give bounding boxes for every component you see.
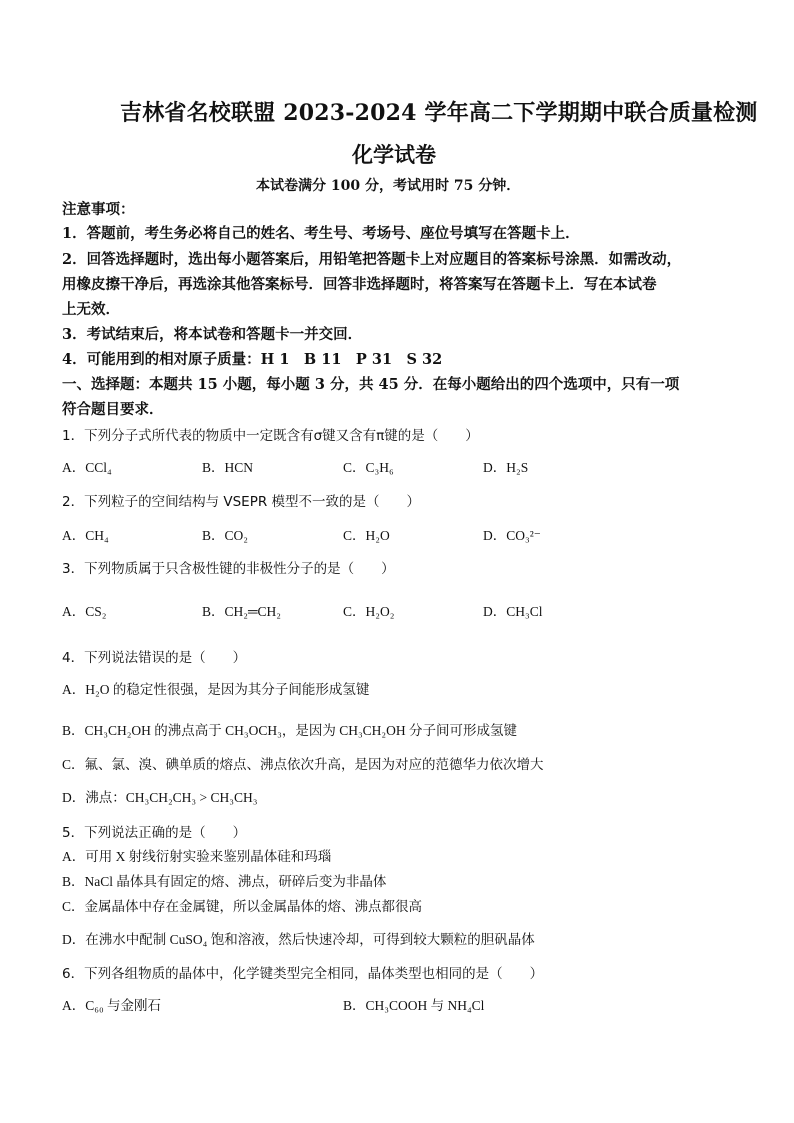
- q2-stem: 2．下列粒子的空间结构与 VSEPR 模型不一致的是（ ）: [62, 494, 421, 510]
- q1-stem: 1．下列分子式所代表的物质中一定既含有σ键又含有π键的是（ ）: [62, 428, 479, 444]
- q1-option-b: B．HCN: [202, 460, 254, 475]
- note-2-line2: 用橡皮擦干净后，再选涂其他答案标号．回答非选择题时，将答案写在答题卡上．写在本试卷: [62, 276, 657, 293]
- q3-option-d: D．CH₃Cl: [483, 604, 543, 619]
- q1-option-a: A．CCl₄: [62, 460, 112, 475]
- note-2-line3: 上无效．: [62, 301, 120, 318]
- q5-option-a: A．可用 X 射线衍射实验来鉴别晶体硅和玛瑙: [62, 849, 332, 864]
- q1-option-d: D．H₂S: [483, 460, 529, 475]
- q5-option-c: C．金属晶体中存在金属键，所以金属晶体的熔、沸点都很高: [62, 899, 423, 914]
- exam-info: 本试卷满分 100 分，考试用时 75 分钟．: [256, 178, 521, 194]
- section-heading-line2: 符合题目要求．: [62, 401, 164, 418]
- q6-option-b: B．CH₃COOH 与 NH₄Cl: [343, 998, 485, 1013]
- q5-option-b: B．NaCl 晶体具有固定的熔、沸点，研碎后变为非晶体: [62, 874, 387, 889]
- exam-title: 吉林省名校联盟 2023-2024 学年高二下学期期中联合质量检测: [120, 100, 758, 126]
- q4-stem: 4．下列说法错误的是（ ）: [62, 650, 247, 666]
- q3-option-b: B．CH₂═CH₂: [202, 604, 281, 619]
- q4-option-a: A．H₂O 的稳定性很强，是因为其分子间能形成氢键: [62, 682, 370, 697]
- q1-option-c: C．C₃H₆: [343, 460, 394, 475]
- section-heading-line1: 一、选择题：本题共 15 小题，每小题 3 分，共 45 分．在每小题给出的四个选项中，只有一项: [62, 376, 680, 393]
- note-2-line1: 2．回答选择题时，选出每小题答案后，用铅笔把答题卡上对应题目的答案标号涂黑．如需改动，: [62, 251, 682, 268]
- q4-option-b: B．CH₃CH₂OH 的沸点高于 CH₃OCH₃，是因为 CH₃CH₂OH 分子间可形成氢键: [62, 723, 518, 738]
- notes-heading: 注意事项：: [62, 201, 135, 218]
- q6-stem: 6．下列各组物质的晶体中，化学键类型完全相同，晶体类型也相同的是（ ）: [62, 966, 544, 982]
- subject-title: 化学试卷: [352, 142, 436, 167]
- q4-option-c: C．氟、氯、溴、碘单质的熔点、沸点依次升高，是因为对应的范德华力依次增大: [62, 757, 544, 772]
- note-3: 3．考试结束后，将本试卷和答题卡一并交回．: [62, 326, 363, 343]
- q2-option-c: C．H₂O: [343, 528, 390, 543]
- q3-option-c: C．H₂O₂: [343, 604, 395, 619]
- q2-option-a: A．CH₄: [62, 528, 109, 543]
- q2-option-b: B．CO₂: [202, 528, 248, 543]
- q2-option-d: D．CO₃²⁻: [483, 528, 541, 543]
- note-1: 1．答题前，考生务必将自己的姓名、考生号、考场号、座位号填写在答题卡上．: [62, 225, 580, 242]
- q3-stem: 3．下列物质属于只含极性键的非极性分子的是（ ）: [62, 561, 395, 577]
- q3-option-a: A．CS₂: [62, 604, 107, 619]
- q5-option-d: D．在沸水中配制 CuSO₄ 饱和溶液，然后快速冷却，可得到较大颗粒的胆矾晶体: [62, 932, 535, 947]
- q5-stem: 5．下列说法正确的是（ ）: [62, 825, 247, 841]
- q6-option-a: A．C₆₀ 与金刚石: [62, 998, 162, 1013]
- q4-option-d: D．沸点：CH₃CH₂CH₃ > CH₃CH₃: [62, 790, 258, 805]
- note-4: 4．可能用到的相对原子质量：H 1 B 11 P 31 S 32: [62, 351, 443, 368]
